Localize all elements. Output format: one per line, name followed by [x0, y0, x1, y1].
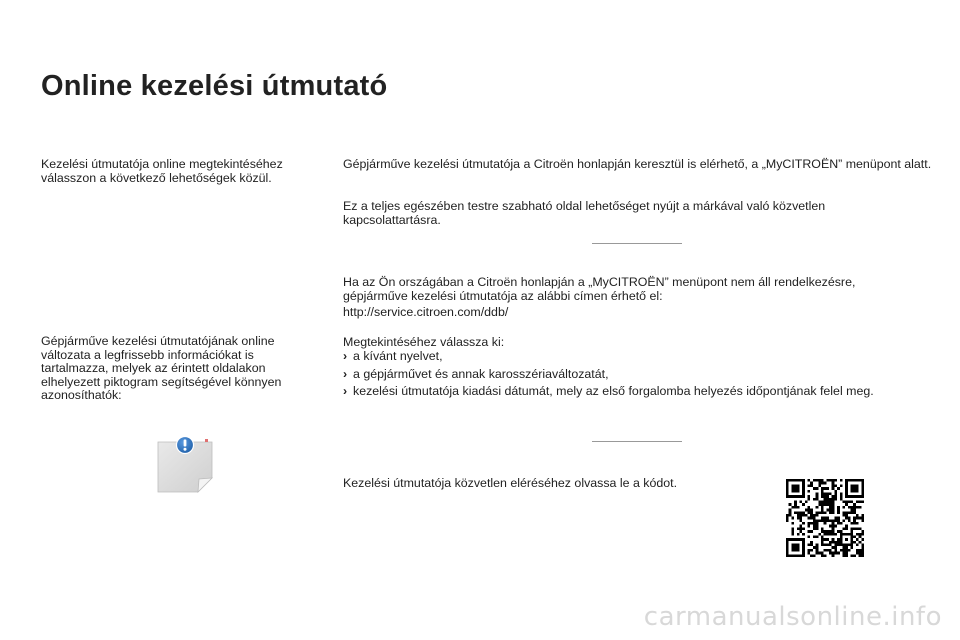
section-divider	[592, 441, 682, 442]
list-item-label: kezelési útmutatója kiadási dátumát, mely az első forgalomba helyezés időpontjának felel meg.	[353, 384, 874, 398]
chevron-right-icon: ›	[343, 367, 348, 381]
watermark-text: carmanualsonline.info	[643, 602, 942, 632]
intro-text: Kezelési útmutatója online megtekintéséhez válasszon a következő lehetőségek közül.	[41, 157, 283, 185]
paragraph-alternative-address: Ha az Ön országában a Citroën honlapján a „MyCITROËN” menüpont nem áll rendelkezésre, gépjárműve kezelési útmutatója az alábbi címen érhető el:	[343, 275, 856, 303]
qr-code[interactable]	[786, 479, 864, 557]
list-item-label: a gépjárművet és annak karosszériaváltozatát,	[353, 367, 609, 381]
page-title: Online kezelési útmutató	[41, 70, 388, 102]
chevron-right-icon: ›	[343, 349, 348, 363]
choose-intro: Megtekintéséhez válassza ki:	[343, 335, 505, 349]
section-divider	[592, 243, 682, 244]
list-item	[343, 350, 443, 364]
update-note-text: Gépjárműve kezelési útmutatójának online változata a legfrissebb információkat is tartalmazza, melyek az érintett oldalakon elhelyezett piktogram segítségével könnyen azonosíthatók:	[41, 334, 282, 403]
paragraph-mycitroen: Gépjárműve kezelési útmutatója a Citroën honlapján keresztül is elérhető, a „MyCITROËN” menüpont alatt.	[343, 157, 932, 171]
list-item-label: a kívánt nyelvet,	[353, 349, 443, 363]
list-item	[343, 385, 874, 399]
qr-instruction-text: Kezelési útmutatója közvetlen eléréséhez olvassa le a kódot.	[343, 476, 678, 490]
list-item	[343, 368, 609, 382]
url-link[interactable]: http://service.citroen.com/ddb/	[343, 305, 509, 319]
note-exclamation-icon	[156, 436, 214, 494]
chevron-right-icon: ›	[343, 384, 348, 398]
paragraph-personal-space: Ez a teljes egészében testre szabható oldal lehetőséget nyújt a márkával való közvetlen kapcsolattartásra.	[343, 199, 826, 227]
